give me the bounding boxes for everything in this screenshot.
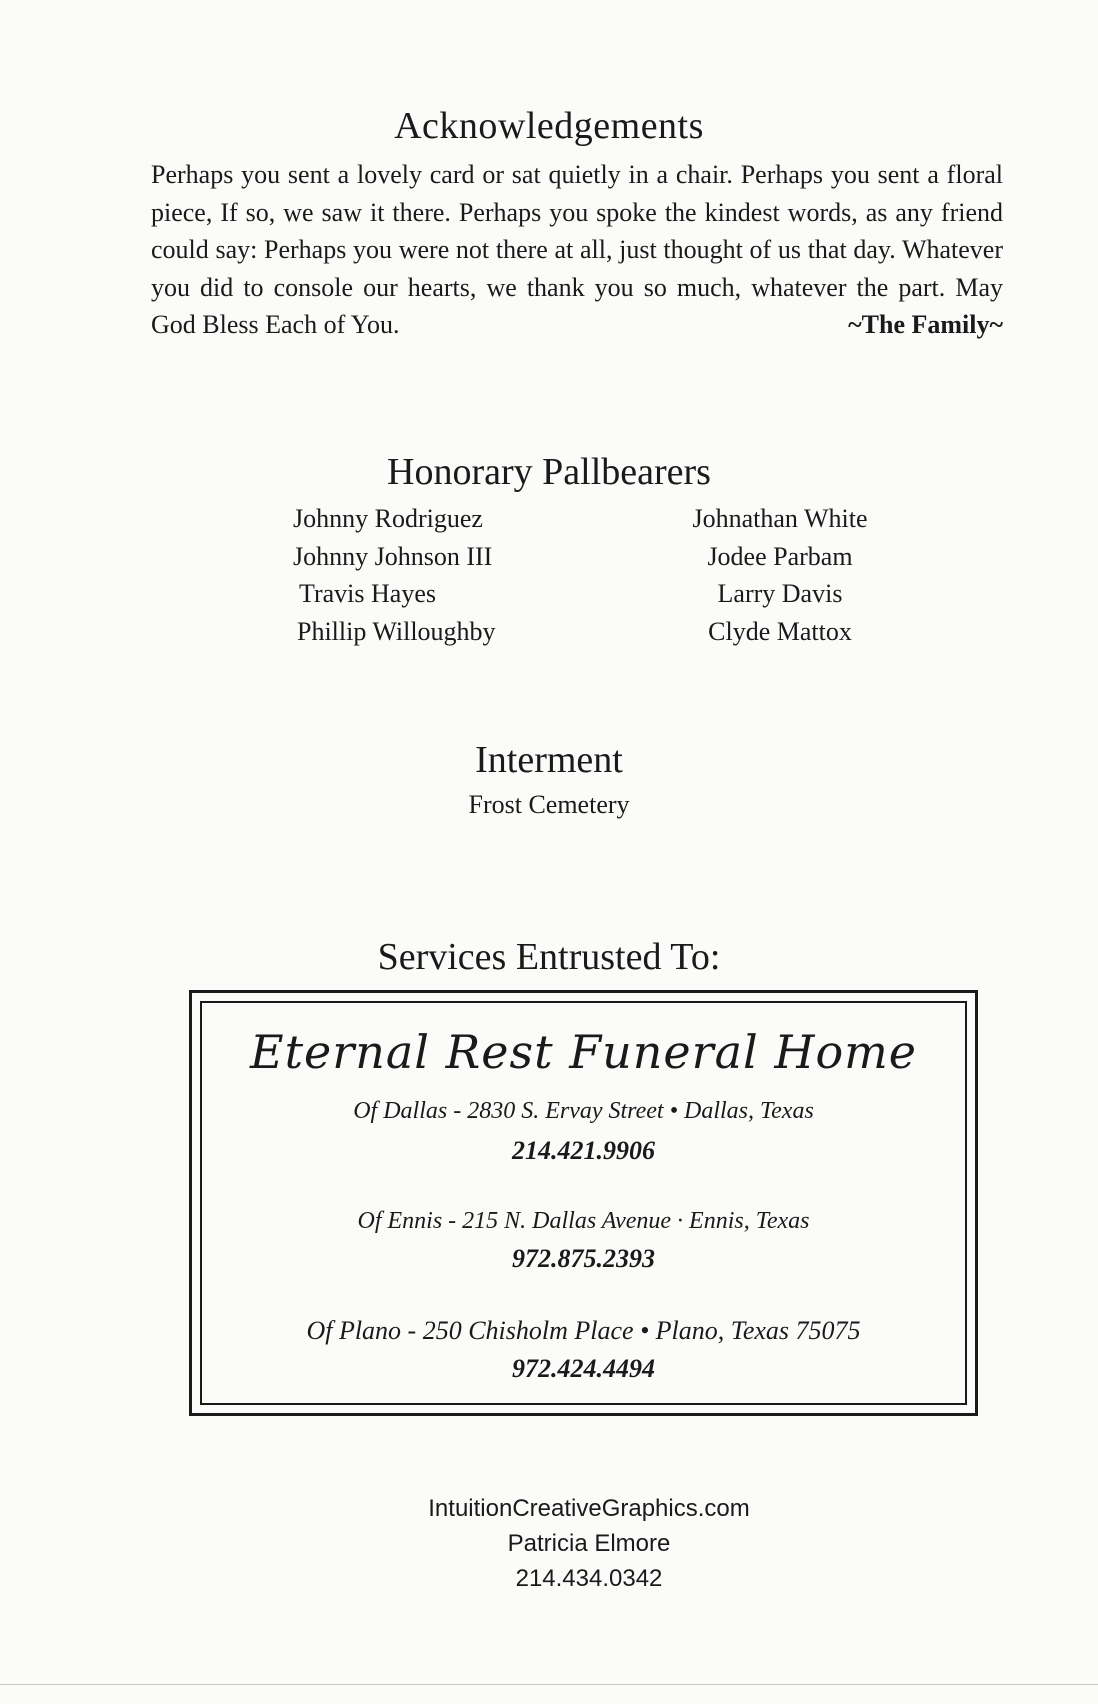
acknowledgements-text: [151, 156, 1003, 344]
page-edge-rule: [0, 1684, 1098, 1685]
services-heading: Services Entrusted To:: [377, 936, 721, 978]
family-signature: ~The Family~: [848, 310, 1003, 339]
pallbearer-name: Johnathan White: [692, 504, 868, 533]
pallbearer-name: Larry Davis: [717, 579, 843, 608]
pallbearer-name: Clyde Mattox: [708, 616, 852, 646]
funeral-home-logo: Eternal Rest Funeral Home: [249, 1025, 918, 1079]
credit-name: Patricia Elmore: [507, 1530, 671, 1557]
location-dallas: Of Dallas - 2830 S. Ervay Street • Dallas, Texas: [353, 1098, 814, 1124]
pallbearer-name: Johnny Rodriguez: [293, 504, 483, 533]
acknowledgements-body: Perhaps you sent a lovely card or sat quietly in a chair. Perhaps you sent a floral piece, If so, we saw it there. Perhaps you spoke the kindest words, as any friend could say: Perhaps you were not there at all, just thought of us that day. Whatever you did to console our hearts, we thank you so much, whatever the part. May God Bless Each of You.: [151, 160, 1003, 339]
pallbearers-left-column: [293, 500, 593, 650]
acknowledgements-heading: Acknowledgements: [394, 105, 704, 147]
pallbearers-right-column: [640, 500, 920, 650]
credit-phone: 214.434.0342: [515, 1565, 663, 1592]
location-plano: Of Plano - 250 Chisholm Place • Plano, Texas 75075: [306, 1316, 861, 1345]
location-ennis: Of Ennis - 215 N. Dallas Avenue · Ennis, Texas: [357, 1208, 810, 1234]
phone-ennis: 972.875.2393: [512, 1244, 655, 1273]
interment-heading: Interment: [475, 739, 623, 781]
pallbearers-heading: Honorary Pallbearers: [387, 451, 711, 493]
phone-dallas: 214.421.9906: [512, 1136, 655, 1165]
pallbearer-name: Johnny Johnson III: [293, 541, 493, 571]
interment-place: Frost Cemetery: [468, 790, 630, 819]
credit-website: IntuitionCreativeGraphics.com: [428, 1495, 750, 1522]
pallbearer-name: Phillip Willoughby: [297, 616, 496, 646]
pallbearer-name: Travis Hayes: [299, 579, 436, 608]
phone-plano: 972.424.4494: [512, 1354, 655, 1383]
pallbearer-name: Jodee Parbam: [707, 541, 853, 571]
